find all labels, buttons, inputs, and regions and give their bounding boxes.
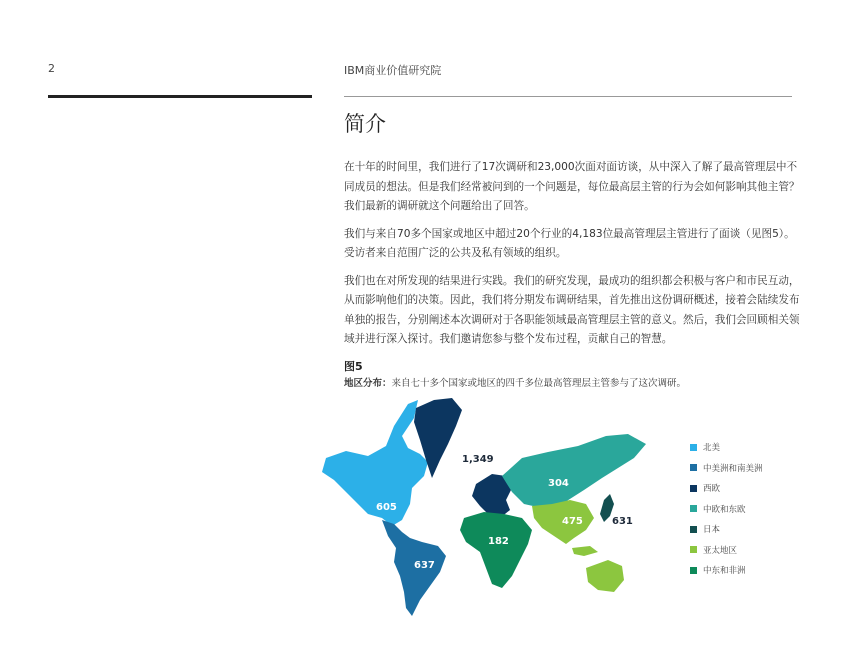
legend-item bbox=[690, 437, 763, 458]
paragraph-1: 在十年的时间里，我们进行了17次调研和23,000次面对面访谈，从中深入了解了最高管理层中不同成员的想法。但是我们经常被问到的一个问题是，每位最高层主管的行为会如何影响其他主管？我们最新的调研就这个问题给出了回答。 bbox=[344, 161, 800, 212]
header-source: IBM商业价值研究院 bbox=[344, 64, 442, 77]
label-western-europe: 1,349 bbox=[462, 454, 494, 465]
right-divider bbox=[344, 96, 792, 97]
legend-label: 西欧 bbox=[703, 484, 721, 495]
legend-label: 北美 bbox=[703, 443, 721, 454]
legend-label: 中欧和东欧 bbox=[703, 504, 746, 515]
legend-item bbox=[690, 478, 763, 499]
region-australia bbox=[586, 560, 624, 592]
legend-label: 日本 bbox=[703, 525, 721, 536]
label-south-america: 637 bbox=[414, 560, 435, 571]
page-number: 2 bbox=[48, 62, 55, 75]
body-text bbox=[344, 158, 800, 358]
page-title: 简介 bbox=[344, 112, 386, 136]
legend-swatch bbox=[690, 464, 697, 471]
legend-swatch bbox=[690, 505, 697, 512]
legend-swatch bbox=[690, 567, 697, 574]
legend-label: 亚太地区 bbox=[703, 545, 738, 556]
label-north-america: 605 bbox=[376, 502, 397, 513]
legend-item bbox=[690, 458, 763, 479]
region-middle-east-africa bbox=[460, 512, 532, 588]
label-central-eastern-europe: 304 bbox=[548, 478, 569, 489]
legend-swatch bbox=[690, 444, 697, 451]
paragraph-2: 我们与来自70多个国家或地区中超过20个行业的4,183位最高管理层主管进行了面谈（见图5）。受访者来自范围广泛的公共及私有领域的组织。 bbox=[344, 227, 795, 259]
region-north-america bbox=[322, 400, 428, 526]
label-middle-east-africa: 182 bbox=[488, 536, 509, 547]
figure-caption bbox=[344, 375, 686, 389]
map-legend bbox=[690, 437, 763, 581]
legend-item bbox=[690, 540, 763, 561]
paragraph-3: 我们也在对所发现的结果进行实践。我们的研究发现，最成功的组织都会积极与客户和市民互动，从而影响他们的决策。因此，我们将分期发布调研结果，首先推出这份调研概述，接着会陆续发布单独的报告，分别阐述本次调研对于各职能领域最高管理层主管的意义。然后，我们会回顾相关领域并进行深入探讨。我们邀请您参与整个发布过程，贡献自己的智慧。 bbox=[344, 274, 800, 345]
figure-caption-text: 来自七十多个国家或地区的四千多位最高管理层主管参与了这次调研。 bbox=[391, 378, 687, 389]
label-asia-pacific: 475 bbox=[562, 516, 583, 527]
region-indonesia bbox=[572, 546, 598, 556]
legend-item bbox=[690, 560, 763, 581]
legend-swatch bbox=[690, 526, 697, 533]
region-central-eastern-europe bbox=[502, 434, 646, 508]
figure-caption-bold: 地区分布： bbox=[344, 378, 392, 389]
left-divider bbox=[48, 95, 312, 98]
legend-swatch bbox=[690, 485, 697, 492]
world-map bbox=[316, 396, 676, 618]
figure-label: 图5 bbox=[344, 360, 363, 373]
label-japan: 631 bbox=[612, 516, 633, 527]
legend-item bbox=[690, 519, 763, 540]
legend-item bbox=[690, 499, 763, 520]
legend-label: 中东和非洲 bbox=[703, 566, 746, 577]
legend-label: 中美洲和南美洲 bbox=[703, 463, 763, 474]
legend-swatch bbox=[690, 546, 697, 553]
